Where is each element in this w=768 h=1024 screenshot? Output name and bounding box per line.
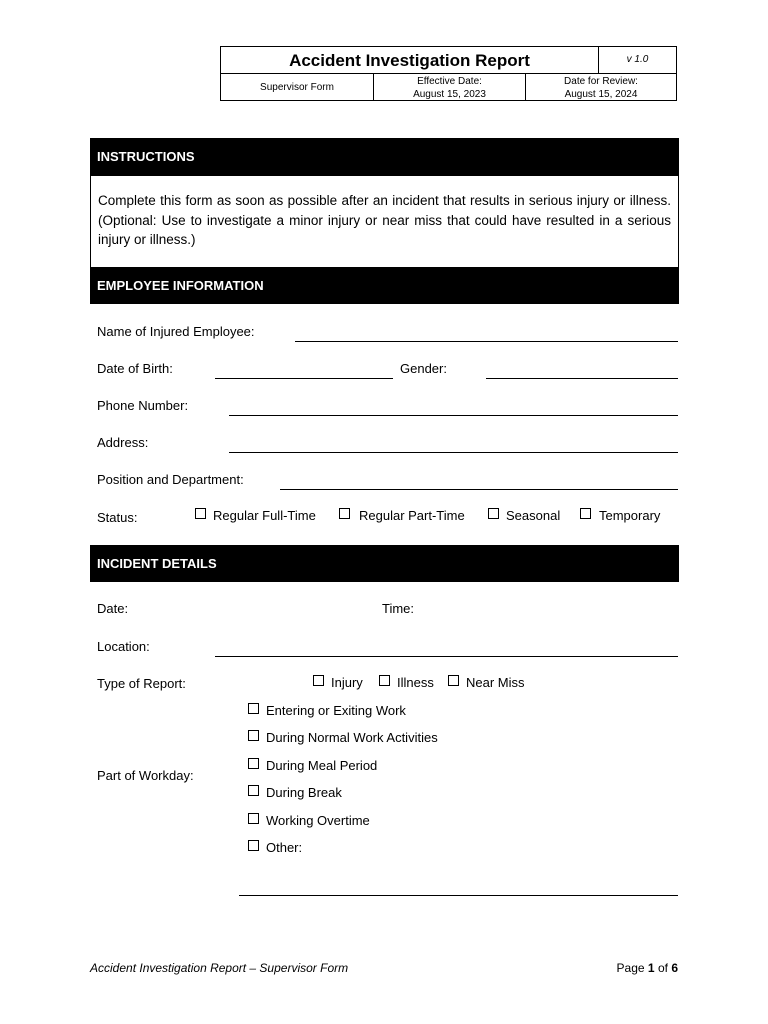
document-title: Accident Investigation Report bbox=[221, 47, 599, 73]
name-label: Name of Injured Employee: bbox=[97, 324, 255, 339]
workday-overtime-checkbox[interactable] bbox=[248, 813, 259, 824]
phone-field[interactable] bbox=[229, 415, 678, 416]
effective-date-label: Effective Date: bbox=[417, 76, 482, 87]
workday-option-label: During Meal Period bbox=[266, 758, 378, 773]
type-option-label: Injury bbox=[331, 675, 363, 690]
review-date-label: Date for Review: bbox=[564, 76, 638, 87]
dob-field[interactable] bbox=[215, 378, 393, 379]
workday-other-checkbox[interactable] bbox=[248, 840, 259, 851]
type-illness-checkbox[interactable] bbox=[379, 675, 390, 686]
type-option-label: Illness bbox=[397, 675, 434, 690]
review-date-cell bbox=[526, 74, 676, 101]
incident-details-heading: INCIDENT DETAILS bbox=[90, 545, 679, 582]
status-option-label: Regular Part-Time bbox=[359, 508, 465, 523]
type-near-miss-checkbox[interactable] bbox=[448, 675, 459, 686]
dob-label: Date of Birth: bbox=[97, 361, 173, 376]
workday-option-label: Other: bbox=[266, 840, 303, 855]
type-injury-checkbox[interactable] bbox=[313, 675, 324, 686]
page-word: Page bbox=[616, 961, 645, 975]
workday-option-label: Entering or Exiting Work bbox=[266, 703, 406, 718]
workday-meal-period-checkbox[interactable] bbox=[248, 758, 259, 769]
incident-time-label: Time: bbox=[382, 601, 415, 616]
workday-option-label: During Normal Work Activities bbox=[266, 730, 438, 745]
status-temporary-checkbox[interactable] bbox=[580, 508, 591, 519]
status-option-label: Seasonal bbox=[506, 508, 561, 523]
instructions-text: Complete this form as soon as possible after an incident that results in serious injury or illness. (Optional: Use to investigate a minor injury or near miss that could have resulted in a serious injury or illness.) bbox=[90, 175, 679, 268]
review-date-value: August 15, 2024 bbox=[564, 89, 638, 100]
incident-date-label: Date: bbox=[97, 601, 129, 616]
position-field[interactable] bbox=[280, 489, 678, 490]
employee-info-heading: EMPLOYEE INFORMATION bbox=[90, 267, 679, 304]
header-table bbox=[220, 46, 677, 101]
form-type: Supervisor Form bbox=[221, 74, 374, 101]
page-total: 6 bbox=[671, 961, 678, 975]
address-field[interactable] bbox=[229, 452, 678, 453]
location-field[interactable] bbox=[215, 656, 678, 657]
effective-date-cell bbox=[374, 74, 526, 101]
effective-date-value: August 15, 2023 bbox=[413, 89, 486, 100]
position-label: Position and Department: bbox=[97, 472, 244, 487]
footer-page-number bbox=[617, 961, 678, 975]
workday-normal-activities-checkbox[interactable] bbox=[248, 730, 259, 741]
type-option-label: Near Miss bbox=[466, 675, 525, 690]
status-part-time-checkbox[interactable] bbox=[339, 508, 350, 519]
page-current: 1 bbox=[647, 961, 655, 975]
phone-label: Phone Number: bbox=[97, 398, 189, 413]
type-of-report-label: Type of Report: bbox=[97, 676, 186, 691]
location-label: Location: bbox=[97, 639, 150, 654]
part-of-workday-label: Part of Workday: bbox=[97, 768, 194, 783]
status-label: Status: bbox=[97, 510, 138, 525]
workday-option-label: During Break bbox=[266, 785, 342, 800]
workday-entering-exiting-checkbox[interactable] bbox=[248, 703, 259, 714]
address-label: Address: bbox=[97, 435, 149, 450]
gender-field[interactable] bbox=[486, 378, 678, 379]
header-row-1 bbox=[221, 47, 676, 74]
gender-label: Gender: bbox=[400, 361, 447, 376]
status-full-time-checkbox[interactable] bbox=[195, 508, 206, 519]
status-seasonal-checkbox[interactable] bbox=[488, 508, 499, 519]
version-label: v 1.0 bbox=[626, 54, 649, 65]
status-option-label: Regular Full-Time bbox=[213, 508, 316, 523]
footer-document-name: Accident Investigation Report – Supervisor Form bbox=[90, 961, 349, 975]
instructions-heading: INSTRUCTIONS bbox=[90, 138, 679, 175]
workday-option-label: Working Overtime bbox=[266, 813, 370, 828]
status-option-label: Temporary bbox=[599, 508, 661, 523]
of-word: of bbox=[657, 961, 668, 975]
workday-break-checkbox[interactable] bbox=[248, 785, 259, 796]
name-field[interactable] bbox=[295, 341, 678, 342]
other-field[interactable] bbox=[239, 895, 678, 896]
